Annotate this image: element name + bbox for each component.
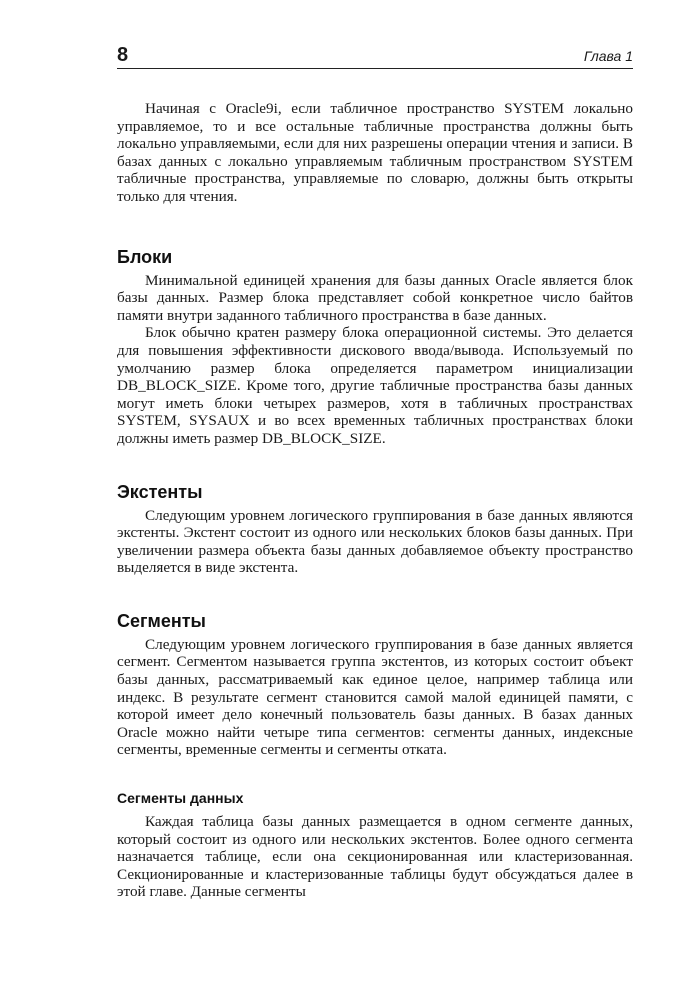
page-header <box>117 44 633 70</box>
chapter-title: Глава 1 <box>583 48 633 64</box>
section-heading-extents: Экстенты <box>117 481 203 502</box>
page-body <box>117 100 633 901</box>
subsection-heading-data-segments: Сегменты данных <box>117 790 244 807</box>
section-heading-segments: Сегменты <box>117 610 206 631</box>
segments-paragraph: Следующим уровнем логического группирования в базе данных является сегмент. Сегментом называется группа экстентов, из которых состоит объект базы данных, рассматриваемый как единое целое, например таблица или индекс. В результате сегмент становится самой малой единицей памяти, с которой имеет дело конечный пользователь базы данных. В базах данных Oracle можно найти четыре типа сегментов: сегменты данных, индексные сегменты, временные сегменты и сегменты отката. <box>117 635 633 759</box>
section-heading-blocks: Блоки <box>117 246 173 267</box>
intro-paragraph: Начиная с Oracle9i, если табличное пространство SYSTEM локально управляемое, то и все остальные табличные пространства должны быть локально управляемыми, если для них разрешены операции чтения и записи. В базах данных с локально управляемым табличным пространством SYSTEM табличные пространства, управляемые по словарю, должны быть открыты только для чтения. <box>117 100 633 205</box>
data-segments-paragraph: Каждая таблица базы данных размещается в одном сегменте данных, который состоит из одного или нескольких экстентов. Более одного сегмента назначается таблице, если она секционированная или кластеризованная. Секционированные и кластеризованные таблицы будут обсуждаться далее в этой главе. Данные сегменты <box>117 813 633 901</box>
header-rule <box>117 68 633 69</box>
blocks-paragraph-1: Минимальной единицей хранения для базы данных Oracle является блок базы данных. Размер блока представляет собой конкретное число байтов памяти внутри заданного табличного пространства в базе данных. <box>117 271 633 324</box>
page-number: 8 <box>117 44 129 66</box>
extents-paragraph: Следующим уровнем логического группирования в базе данных являются экстенты. Экстент состоит из одного или нескольких блоков базы данных. При увеличении размера объекта базы данных добавляемое объекту пространство выделяется в виде экстента. <box>117 506 633 577</box>
blocks-paragraph-2: Блок обычно кратен размеру блока операционной системы. Это делается для повышения эффективности дискового ввода/вывода. Используемый по умолчанию размер блока определяется параметром инициализации DB_BLOCK_SIZE. Кроме того, другие табличные пространства базы данных могут иметь блоки четырех размеров, хотя в табличных пространствах SYSTEM, SYSAUX и во всех временных табличных пространствах блоки должны иметь размер DB_BLOCK_SIZE. <box>117 324 633 447</box>
